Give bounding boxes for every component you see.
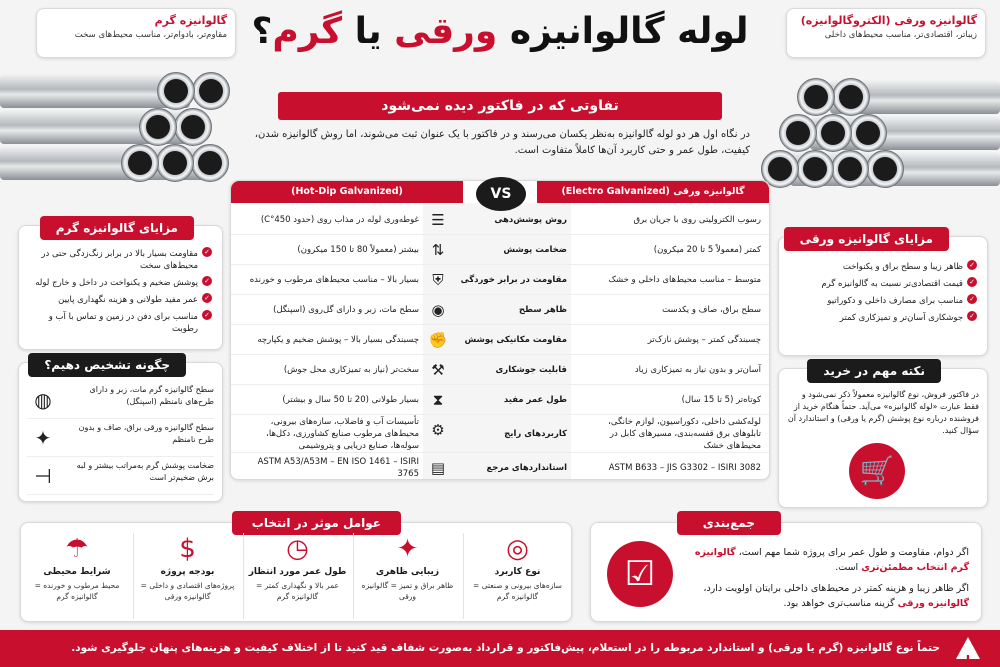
electro-cell: آسان‌تر و بدون نیاز به تمیزکاری زیاد xyxy=(634,364,761,375)
money-bag-icon: $ xyxy=(179,534,196,564)
document-icon: ▤ xyxy=(430,459,446,477)
electro-header-subtitle: زیباتر، اقتصادی‌تر، مناسب محیط‌های داخلی xyxy=(824,30,977,40)
hot-dip-cell: غوطه‌وری لوله در مذاب روی (حدود 450°C) xyxy=(260,214,419,225)
hot-dip-benefits-card xyxy=(18,221,223,350)
hot-dip-column-header: (Hot-Dip Galvanized) xyxy=(231,181,463,203)
electro-header-box xyxy=(786,8,986,58)
buy-note-card xyxy=(778,364,988,508)
factor-item xyxy=(23,533,131,619)
conclusion-text-part: گزینه مناسب‌تری خواهد بود. xyxy=(783,598,898,609)
list-item: ✓ مناسب برای دفن در زمین و تماس با آب و رطوبت xyxy=(27,311,212,335)
electro-pipes-image xyxy=(750,60,1000,190)
table-row xyxy=(231,453,769,480)
list-item: ✓ جوشکاری آسان‌تر و تمیزکاری کمتر xyxy=(787,312,977,324)
electro-column-header: گالوانیزه ورقی (Electro Galvanized) xyxy=(537,181,769,203)
hot-dip-cell: چسبندگی بسیار بالا – پوشش ضخیم و یکپارچه xyxy=(257,334,419,345)
footer-warning xyxy=(0,630,1000,667)
factor-desc: عمر بالا و نگهداری کمتر = گالوانیزه گرم xyxy=(256,581,339,601)
title-part: ؟ xyxy=(251,11,273,52)
electro-cell: رسوب الکترولیتی روی با جریان برق xyxy=(633,214,761,225)
vs-badge: VS xyxy=(476,177,526,211)
welding-icon: ⚒ xyxy=(431,361,445,379)
title-part: لوله گالوانیزه xyxy=(497,11,749,52)
sparkle-icon: ✦ xyxy=(396,534,419,564)
factor-title: طول عمر مورد انتظار xyxy=(248,567,347,577)
factor-item xyxy=(243,533,351,619)
conclusion-text xyxy=(689,545,969,611)
conclusion-paragraph-2 xyxy=(689,581,969,611)
shield-icon: ⛨ xyxy=(432,271,444,289)
hot-dip-cell: سطح مات، زبر و دارای گل‌روی (اسپنگل) xyxy=(273,304,419,315)
electro-cell: متوسط – مناسب محیط‌های داخلی و خشک xyxy=(608,274,761,285)
factor-item xyxy=(353,533,461,619)
intro-text: در نگاه اول هر دو لوله گالوانیزه به‌نظر یکسان می‌رسند و در فاکتور با یک عنوان ثبت می‌شوند، اما روش گالوانیزه شدن، کیفیت، طول عمر و حتی کاربرد آن‌ها کاملاً متفاوت است. xyxy=(254,129,750,156)
row-label: روش پوشش‌دهی xyxy=(494,214,567,225)
eye-icon: ◉ xyxy=(431,301,445,319)
electro-cell: سطح براق، صاف و یکدست xyxy=(662,304,761,315)
conclusion-highlight-hot: گالوانیزه گرم انتخاب مطمئن‌تری xyxy=(694,547,969,573)
factors-card xyxy=(20,516,572,622)
electro-benefits-card xyxy=(778,232,988,356)
rain-cloud-icon: ☂ xyxy=(65,534,89,564)
layers-icon: ☰ xyxy=(431,211,445,229)
diagnose-title: چگونه تشخیص دهیم؟ xyxy=(28,353,186,377)
electro-benefits-list xyxy=(787,261,977,329)
hot-dip-cell: بیشتر (معمولاً 80 تا 150 میکرون) xyxy=(297,244,419,255)
electro-cell: کمتر (معمولاً 5 تا 20 میکرون) xyxy=(653,244,761,255)
sparkle-icon: ✦ xyxy=(34,426,52,450)
list-item: ✓ ظاهر زیبا و سطح براق و یکنواخت xyxy=(787,261,977,273)
cart-icon: 🛒 xyxy=(849,443,905,499)
diagnose-item xyxy=(27,419,214,457)
list-item: ✓ پوشش ضخیم و یکنواخت در داخل و خارج لوله xyxy=(27,277,212,289)
electro-header-title: گالوانیزه ورقی (الکتروگالوانیزه) xyxy=(800,14,977,27)
conclusion-title: جمع‌بندی xyxy=(677,511,781,535)
row-label: ظاهر سطح xyxy=(518,304,567,315)
subtitle-ribbon: تفاوتی که در فاکتور دیده نمی‌شود xyxy=(278,92,722,120)
diagnose-text: سطح گالوانیزه گرم مات، زبر و دارای طرح‌های نامنظم (اسپنگل) xyxy=(89,385,214,406)
conclusion-paragraph-1 xyxy=(689,545,969,575)
row-label: کاربردهای رایج xyxy=(504,428,567,439)
electro-cell: لوله‌کشی داخلی، دکوراسیون، لوازم خانگی، تابلوهای برق قفسه‌بندی، مسیرهای کابل در محیط‌های خشک xyxy=(608,416,761,451)
row-label: قابلیت جوشکاری xyxy=(495,364,567,375)
hot-dip-header-title: گالوانیزه گرم xyxy=(154,14,227,27)
conclusion-card xyxy=(590,516,982,622)
title-highlight-hot: گرم xyxy=(272,11,343,52)
gear-icon: ⚙ xyxy=(431,421,445,439)
factors-title: عوامل موثر در انتخاب xyxy=(232,511,401,535)
electro-cell: چسبندگی کمتر – پوشش نازک‌تر xyxy=(647,334,761,345)
list-item: ✓ قیمت اقتصادی‌تر نسبت به گالوانیزه گرم xyxy=(787,278,977,290)
arm-icon: ✊ xyxy=(428,331,448,349)
factor-item xyxy=(463,533,571,619)
row-label: مقاومت در برابر خوردگی xyxy=(460,274,567,285)
texture-icon: ◍ xyxy=(34,388,52,412)
buy-note-title: نکته مهم در خرید xyxy=(807,359,941,383)
hot-dip-benefits-list xyxy=(27,248,212,340)
factor-desc: پروژه‌های اقتصادی و داخلی = گالوانیزه ورقی xyxy=(140,581,235,601)
hot-dip-cell: بسیار طولانی (20 تا 50 سال و بیشتر) xyxy=(282,394,419,405)
hot-dip-cell: سخت‌تر (نیاز به تمیزکاری محل جوش) xyxy=(283,364,419,375)
table-row xyxy=(231,265,769,295)
factor-desc: سازه‌های بیرونی و صنعتی = گالوانیزه گرم xyxy=(473,581,562,601)
conclusion-text-part: اگر ظاهر زیبا و هزینه کمتر در محیط‌های داخلی برایتان اولویت دارد، xyxy=(703,583,969,594)
page-title xyxy=(240,10,760,54)
factor-desc: محیط مرطوب و خورنده = گالوانیزه گرم xyxy=(34,581,120,601)
hot-dip-pipes-image xyxy=(0,60,225,190)
checklist-icon: ☑ xyxy=(607,541,673,607)
diagnose-item xyxy=(27,457,214,495)
comparison-table xyxy=(230,180,770,480)
row-label: ضخامت پوشش xyxy=(503,244,567,255)
table-row xyxy=(231,235,769,265)
clock-icon: ◷ xyxy=(286,534,309,564)
hot-dip-cell: تأسیسات آب و فاضلاب، سازه‌های بیرونی، محیط‌های مرطوب صنایع کشاورزی، دکل‌ها، سوله‌ها، صنایع دریایی و پتروشیمی xyxy=(266,416,419,451)
factor-title: زیبایی ظاهری xyxy=(375,567,440,577)
table-row xyxy=(231,295,769,325)
hot-dip-header-box xyxy=(36,8,236,58)
title-highlight-sheet: ورقی xyxy=(394,11,498,52)
list-item: ✓ مناسب برای مصارف داخلی و دکوراتیو xyxy=(787,295,977,307)
hourglass-icon: ⧗ xyxy=(432,391,444,409)
hot-dip-cell: ASTM A53/A53M – EN ISO 1461 – ISIRI 3765 xyxy=(257,456,419,479)
diagnose-text: ضخامت پوشش گرم به‌مراتب بیشتر و لبه برش ضخیم‌تر است xyxy=(76,461,214,482)
diagnose-text: سطح گالوانیزه ورقی براق، صاف و بدون طرح نامنظم xyxy=(78,423,214,444)
conclusion-highlight-sheet: گالوانیزه ورقی xyxy=(897,598,969,609)
footer-text: حتماً نوع گالوانیزه (گرم یا ورقی) و استاندارد مربوطه را در استعلام، پیش‌فاکتور و قرارداد به‌صورت شفاف قید کنید تا از اختلاف کیفیت و هزینه‌های پنهان جلوگیری شود. xyxy=(71,642,940,654)
electro-cell: ASTM B633 – JIS G3302 – ISIRI 3082 xyxy=(608,462,761,473)
diagnose-card xyxy=(18,358,223,502)
diagnose-list xyxy=(27,381,214,495)
list-item: ✓ مقاومت بسیار بالا در برابر زنگ‌زدگی حتی در محیط‌های سخت xyxy=(27,248,212,272)
row-label: طول عمر مفید xyxy=(503,394,567,405)
table-row xyxy=(231,325,769,355)
table-row xyxy=(231,415,769,453)
table-row xyxy=(231,385,769,415)
warning-icon: ! xyxy=(956,637,980,659)
diagnose-item xyxy=(27,381,214,419)
electro-cell: کوتاه‌تر (5 تا 15 سال) xyxy=(681,394,761,405)
hot-dip-benefits-title: مزایای گالوانیزه گرم xyxy=(40,216,194,240)
conclusion-text-part: اگر دوام، مقاومت و طول عمر برای پروژه شما مهم است، xyxy=(735,547,969,558)
row-label: استانداردهای مرجع xyxy=(486,462,567,473)
factor-item xyxy=(133,533,241,619)
list-item: ✓ عمر مفید طولانی و هزینه نگهداری پایین xyxy=(27,294,212,306)
pipes-icon: ◎ xyxy=(506,534,529,564)
factor-title: شرایط محیطی xyxy=(43,567,111,577)
factor-title: بودجه پروژه xyxy=(160,567,215,577)
table-row xyxy=(231,355,769,385)
thickness-icon: ⇅ xyxy=(431,241,445,259)
title-part: یا xyxy=(342,11,395,52)
caliper-icon: ⊢ xyxy=(34,464,52,488)
hot-dip-cell: بسیار بالا – مناسب محیط‌های مرطوب و خورنده xyxy=(249,274,419,285)
conclusion-text-part: است. xyxy=(835,562,862,573)
buy-note-text: در فاکتور فروش، نوع گالوانیزه معمولاً ذکر نمی‌شود و فقط عبارت «لوله گالوانیزه» می‌آید. حتماً هنگام خرید از فروشنده درباره نوع پوشش (گرم یا ورقی) و استاندارد آن سؤال کنید. xyxy=(787,390,979,435)
row-label: مقاومت مکانیکی پوشش xyxy=(464,334,567,345)
factor-title: نوع کاربرد xyxy=(494,567,541,577)
electro-benefits-title: مزایای گالوانیزه ورقی xyxy=(784,227,949,251)
hot-dip-header-subtitle: مقاوم‌تر، بادوام‌تر، مناسب محیط‌های سخت xyxy=(74,30,227,40)
factor-desc: ظاهر براق و تمیز = گالوانیزه ورقی xyxy=(361,581,454,601)
